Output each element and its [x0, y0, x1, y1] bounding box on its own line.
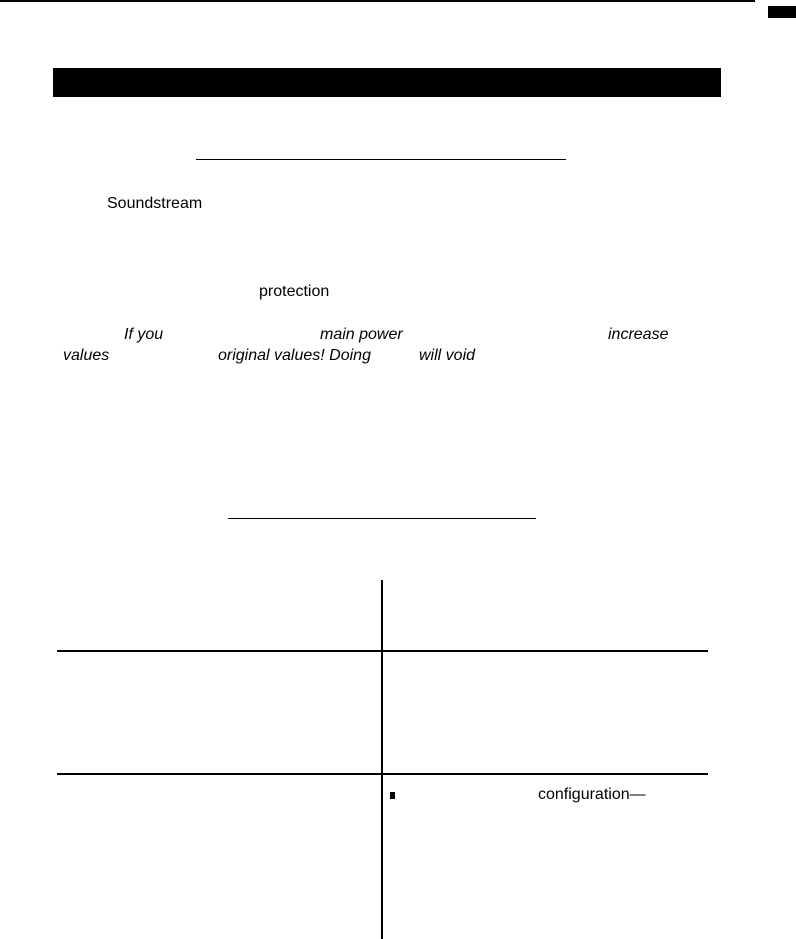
text-soundstream: Soundstream	[107, 195, 203, 212]
section-header-bar	[53, 68, 721, 97]
heading-underline-2	[228, 518, 536, 519]
table-row-divider-1	[57, 650, 708, 652]
bullet-icon	[390, 792, 395, 799]
text-configuration: configuration—	[538, 786, 646, 803]
text-values: values	[63, 347, 110, 364]
table-column-divider	[381, 580, 383, 939]
top-rule	[0, 0, 755, 2]
table-row-divider-2	[57, 773, 708, 775]
text-if-you: If you	[124, 326, 164, 343]
page-corner-mark	[768, 6, 796, 18]
text-increase: increase	[608, 326, 669, 343]
text-main-power: main power	[320, 326, 403, 343]
text-original-values: original values! Doing	[218, 347, 371, 364]
text-will-void: will void	[419, 347, 476, 364]
text-protection: protection	[259, 283, 330, 300]
heading-underline-1	[196, 159, 566, 160]
